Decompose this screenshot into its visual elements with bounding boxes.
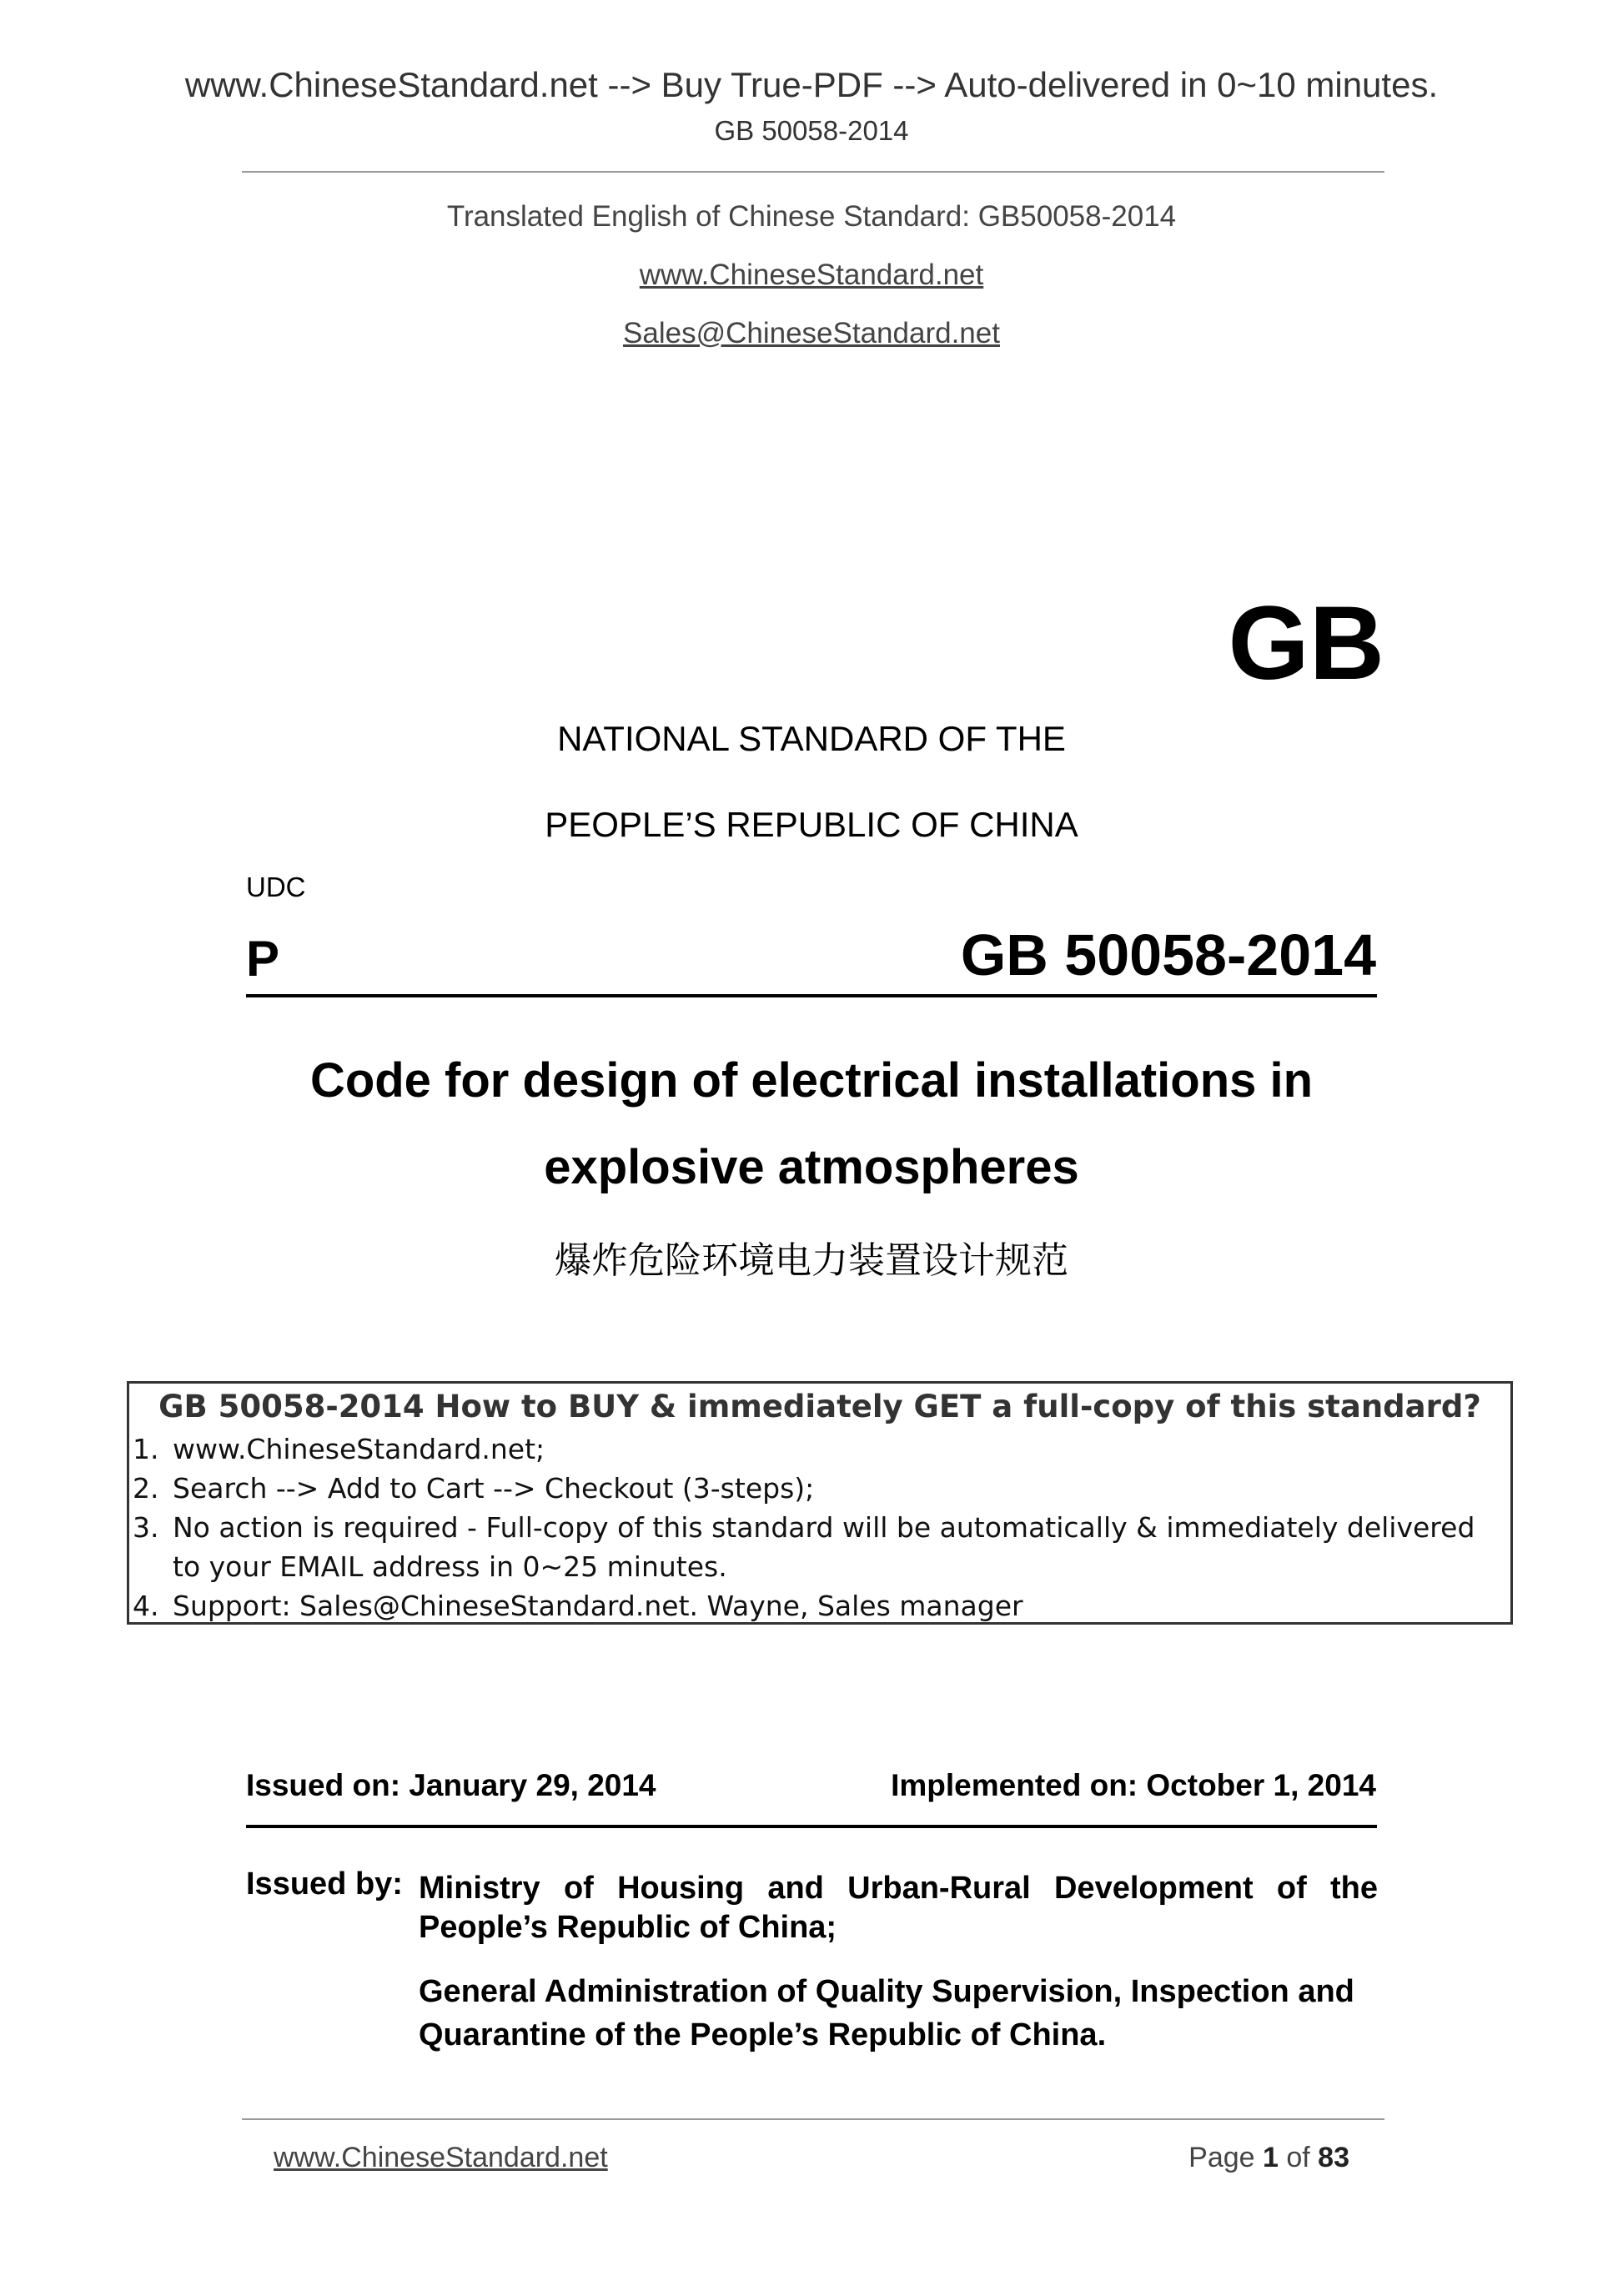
page-indicator (1188, 2142, 1349, 2174)
purchase-steps-list (129, 1429, 1510, 1625)
website-link-container (0, 259, 1623, 292)
page-prefix: Page (1188, 2142, 1263, 2173)
step-text: Search --> Add to Cart --> Checkout (3-steps); (173, 1472, 815, 1505)
issuer-aqsiq: General Administration of Quality Supervision, Inspection and Quarantine of the People’s Republic of China. (419, 1974, 1354, 2052)
page-of: of (1278, 2142, 1319, 2173)
purchase-step (129, 1469, 1510, 1508)
issuer-ministry-line1: Ministry of Housing and Urban-Rural Development of the (419, 1871, 1378, 1906)
page-current: 1 (1263, 2142, 1279, 2173)
footer-website-link[interactable]: www.ChineseStandard.net (274, 2142, 608, 2173)
purchase-info-box (127, 1381, 1513, 1625)
standard-number: GB 50058-2014 (960, 922, 1376, 987)
step-number: 4. (133, 1590, 159, 1622)
step-number: 3. (133, 1511, 159, 1544)
implemented-date: Implemented on: October 1, 2014 (891, 1768, 1376, 1802)
standard-number-divider (246, 994, 1377, 997)
national-standard-line1: NATIONAL STANDARD OF THE (557, 719, 1066, 758)
dates-divider (246, 1825, 1377, 1828)
document-title-chinese: 爆炸危险环境电力装置设计规范 (555, 1239, 1068, 1282)
issuer-ministry-line2: People’s Republic of China; (419, 1910, 837, 1945)
document-title-line2: explosive atmospheres (544, 1140, 1079, 1194)
website-link[interactable]: www.ChineseStandard.net (639, 259, 984, 291)
header-divider (242, 171, 1384, 173)
purchase-heading: GB 50058-2014 How to BUY & immediately GET a full-copy of this standard? (158, 1389, 1481, 1424)
p-classification: P (246, 931, 280, 987)
udc-label: UDC (246, 872, 306, 902)
purchase-step (129, 1508, 1510, 1586)
page-total: 83 (1318, 2142, 1349, 2173)
translated-notice: Translated English of Chinese Standard: GB50058-2014 (446, 200, 1177, 233)
step-text: No action is required - Full-copy of this standard will be automatically & immediately delivered to your EMAIL address in 0~25 minutes. (173, 1511, 1475, 1583)
step-number: 1. (133, 1433, 159, 1465)
issued-date: Issued on: January 29, 2014 (246, 1768, 656, 1802)
purchase-step (129, 1429, 1510, 1469)
header-standard-code: GB 50058-2014 (714, 115, 909, 146)
email-link-container (0, 317, 1623, 350)
email-link[interactable]: Sales@ChineseStandard.net (623, 317, 1000, 349)
step-number: 2. (133, 1472, 159, 1505)
header-promo-line: www.ChineseStandard.net --> Buy True-PDF --> Auto-delivered in 0~10 minutes. (184, 65, 1439, 104)
issued-by-label: Issued by: (246, 1866, 403, 1902)
step-text[interactable]: www.ChineseStandard.net; (173, 1433, 545, 1465)
document-title-line1: Code for design of electrical installations in (309, 1053, 1314, 1108)
footer-divider (242, 2118, 1384, 2120)
step-text: Support: Sales@ChineseStandard.net. Wayne, Sales manager (173, 1590, 1023, 1622)
purchase-step (129, 1586, 1510, 1625)
gb-logo: GB (1228, 585, 1384, 701)
national-standard-line2: PEOPLE’S REPUBLIC OF CHINA (545, 805, 1078, 844)
